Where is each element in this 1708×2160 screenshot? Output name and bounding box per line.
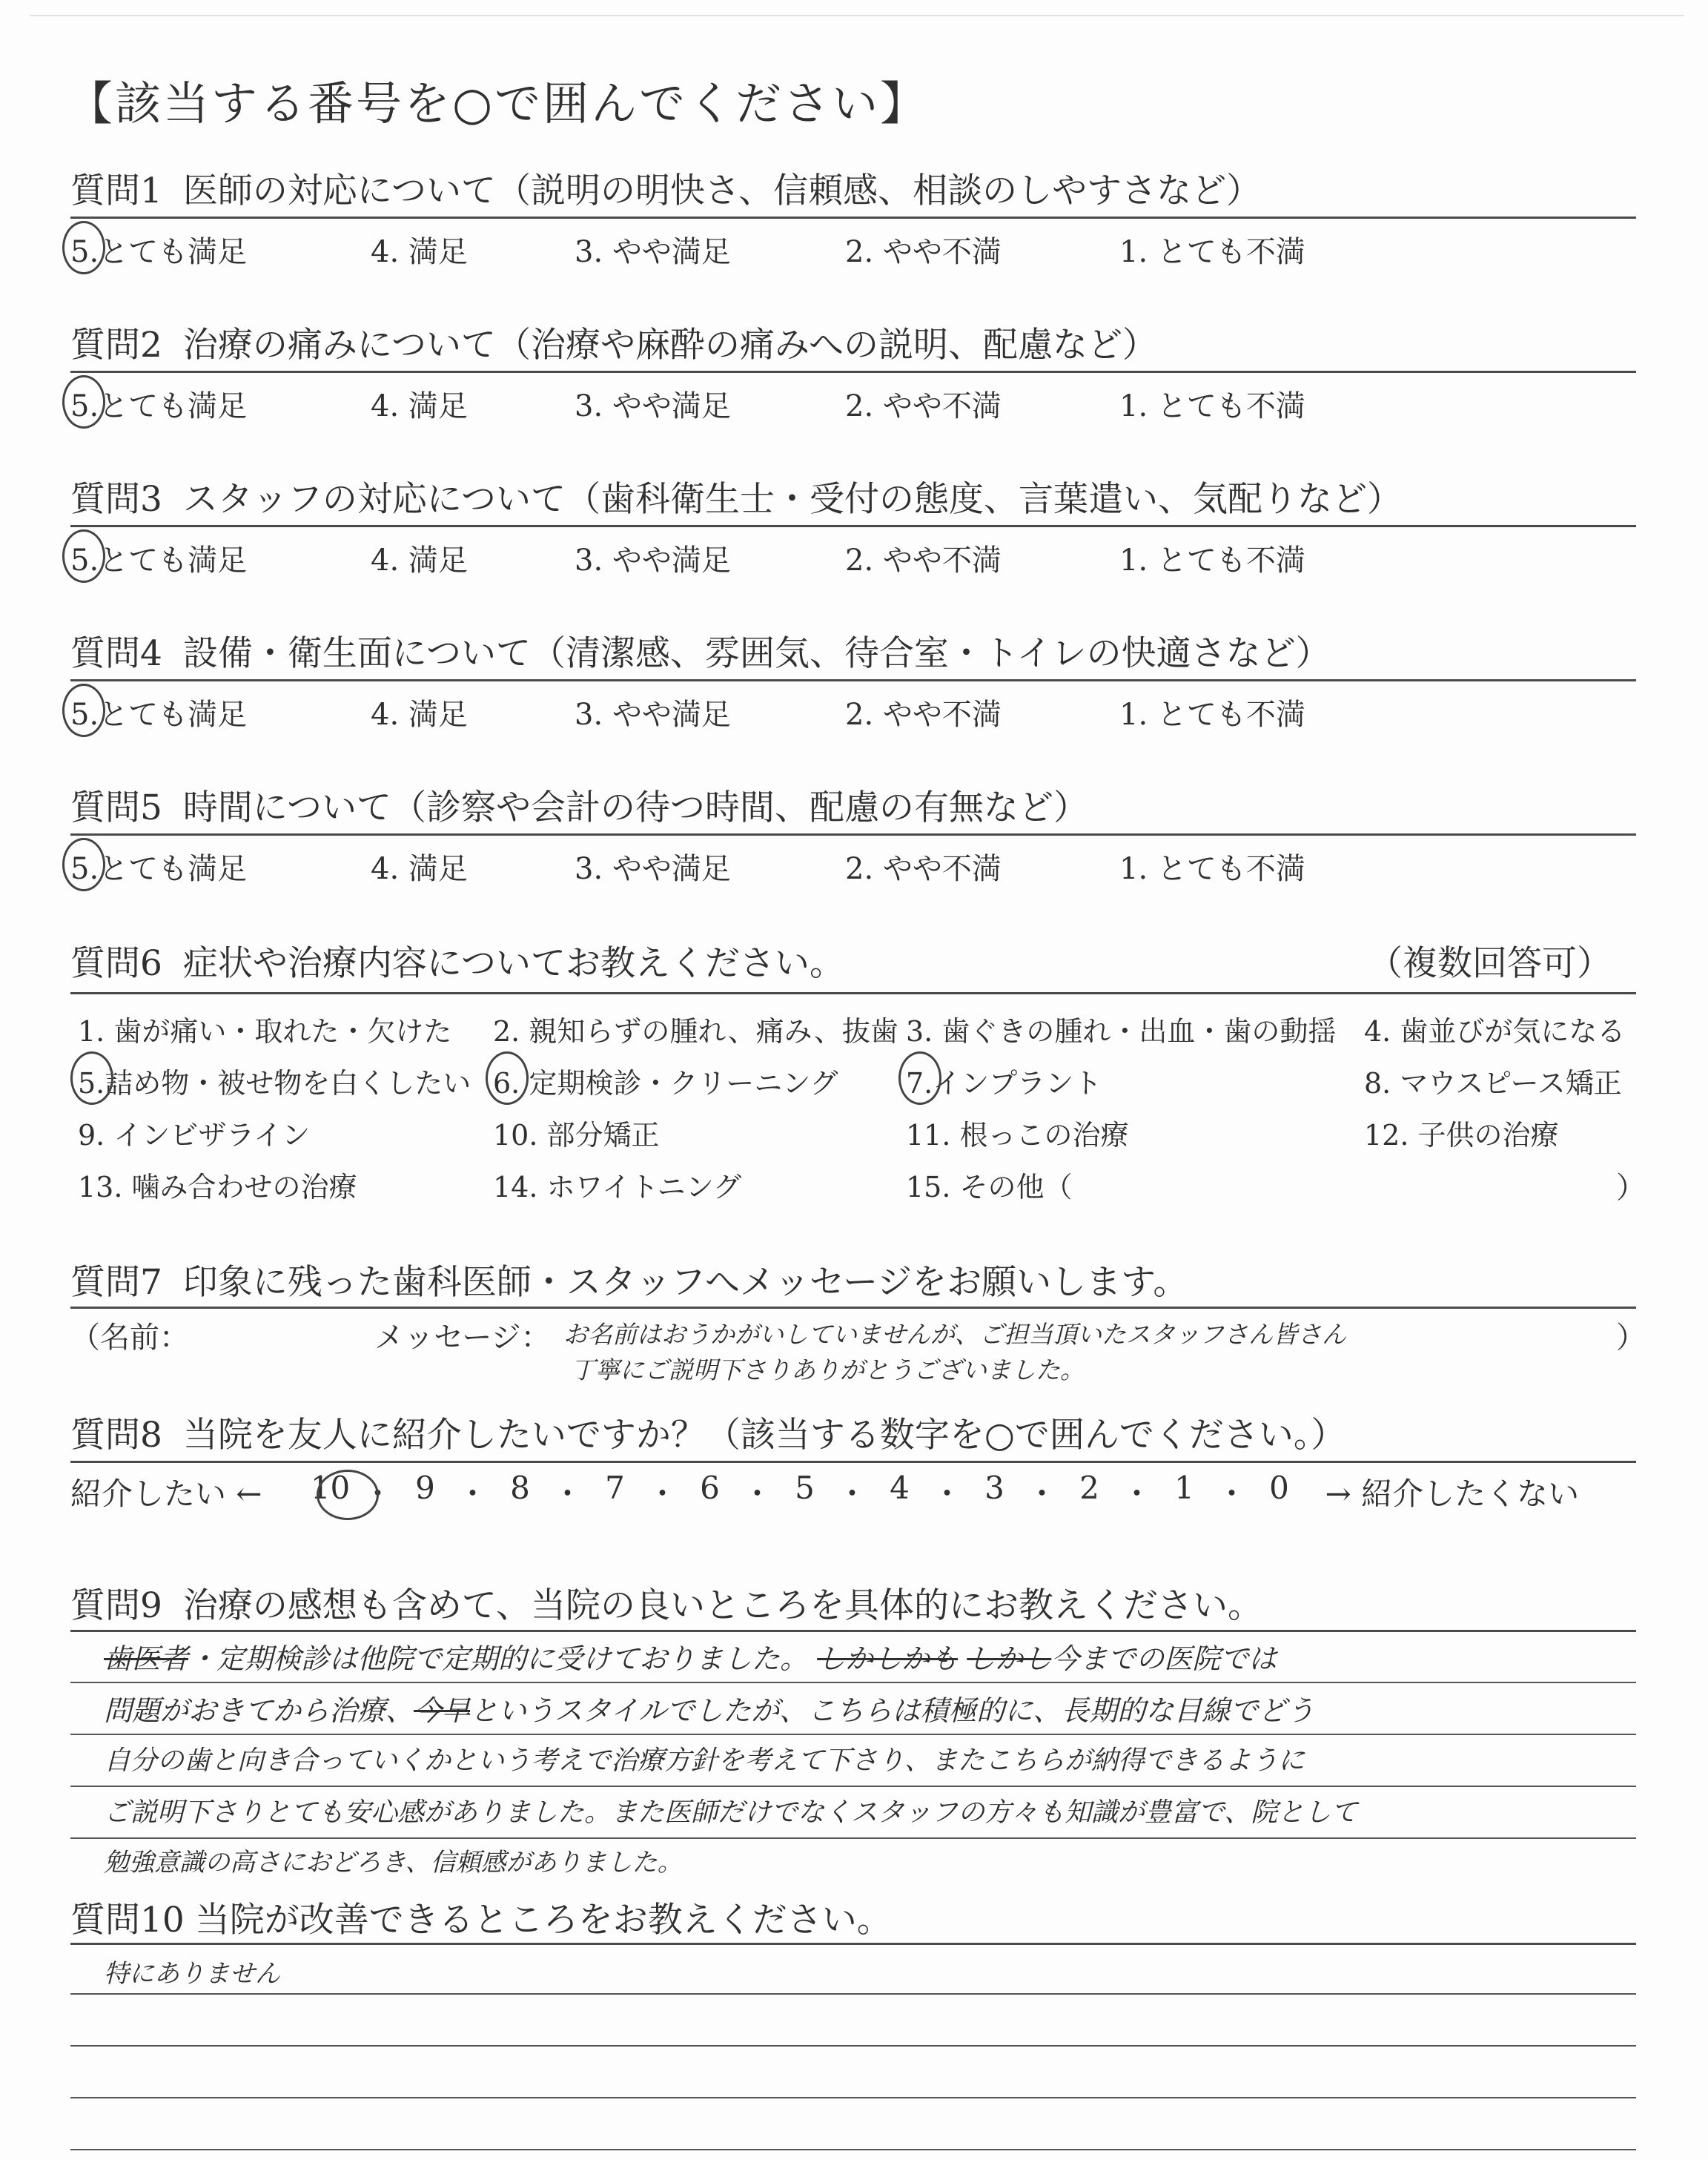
q9-struck-word: しかし bbox=[967, 1642, 1052, 1675]
q2-text: 治療の痛みについて（治療や麻酔の痛みへの説明、配慮など） bbox=[182, 325, 1158, 366]
q6-closing-paren: ） bbox=[1616, 1171, 1646, 1205]
q2-option-5[interactable]: 5.とても満足 bbox=[70, 389, 248, 423]
page-title: 【該当する番号を○で囲んでください】 bbox=[67, 76, 929, 131]
q10-answer: 特にありません bbox=[104, 1959, 280, 1989]
q8-scale-value[interactable]: 2 bbox=[1079, 1470, 1099, 1506]
q8-scale-separator: ・ bbox=[741, 1476, 773, 1512]
q6-option-1[interactable]: 1. 歯が痛い・取れた・欠けた bbox=[78, 1015, 452, 1048]
q8-scale-value[interactable]: 8 bbox=[510, 1470, 530, 1506]
q6-option-9[interactable]: 9. インビザライン bbox=[78, 1119, 311, 1152]
q9-answer-text: 今までの医院では bbox=[1051, 1642, 1277, 1675]
q6-option-15[interactable]: 15. その他（ bbox=[906, 1171, 1073, 1203]
q6-heading bbox=[70, 936, 844, 985]
q9-struck-word: しかしかも bbox=[817, 1642, 959, 1675]
q1-option-2[interactable]: 2. やや不満 bbox=[845, 235, 1002, 269]
q2-option-1[interactable]: 1. とても不満 bbox=[1119, 389, 1305, 423]
q9-heading bbox=[70, 1578, 1262, 1628]
q9-line bbox=[70, 1786, 1636, 1787]
q1-option-3[interactable]: 3. やや満足 bbox=[575, 235, 731, 269]
q9-answer-text: ・定期検診は他院で定期的に受けておりました。 bbox=[188, 1642, 809, 1675]
q4-number: 質問4 bbox=[70, 633, 162, 674]
q6-text: 症状や治療内容についてお教えください。 bbox=[182, 943, 844, 984]
q8-scale-separator: ・ bbox=[646, 1476, 678, 1512]
q1-option-1[interactable]: 1. とても不満 bbox=[1119, 235, 1305, 269]
q9-rule bbox=[70, 1630, 1636, 1632]
q3-option-4[interactable]: 4. 満足 bbox=[371, 544, 468, 578]
q6-option-10[interactable]: 10. 部分矯正 bbox=[493, 1119, 660, 1152]
q8-scale-value[interactable]: 7 bbox=[605, 1470, 625, 1506]
q9-line bbox=[70, 1734, 1636, 1735]
q8-scale-separator: ・ bbox=[457, 1476, 489, 1512]
q1-option-4[interactable]: 4. 満足 bbox=[371, 235, 468, 269]
q7-text: 印象に残った歯科医師・スタッフへメッセージをお願いします。 bbox=[182, 1262, 1188, 1303]
q8-scale-values bbox=[307, 1470, 1303, 1514]
q5-rule bbox=[70, 833, 1636, 836]
q8-scale-separator: ・ bbox=[836, 1476, 868, 1512]
q3-heading bbox=[70, 472, 1402, 521]
q2-option-3[interactable]: 3. やや満足 bbox=[575, 389, 731, 423]
q9-struck-word: 今早 bbox=[414, 1694, 471, 1727]
q10-line bbox=[70, 2149, 1636, 2150]
q5-text: 時間について（診察や会計の待つ時間、配慮の有無など） bbox=[182, 787, 1088, 828]
q9-line bbox=[70, 1837, 1636, 1839]
q4-option-3[interactable]: 3. やや満足 bbox=[575, 698, 731, 732]
q8-scale-separator: ・ bbox=[931, 1476, 963, 1512]
q7-rule bbox=[70, 1307, 1636, 1309]
q6-option-7[interactable]: 7.インプラント bbox=[906, 1067, 1102, 1100]
q6-selection-circle bbox=[70, 1051, 113, 1105]
q7-message-label: メッセージ： bbox=[374, 1321, 551, 1355]
q8-scale bbox=[70, 1470, 1636, 1514]
q4-rule bbox=[70, 679, 1636, 681]
q8-heading bbox=[70, 1407, 1345, 1457]
q8-scale-separator: ・ bbox=[1216, 1476, 1248, 1512]
q7-heading bbox=[70, 1255, 1188, 1304]
q3-option-3[interactable]: 3. やや満足 bbox=[575, 544, 731, 578]
q2-rule bbox=[70, 371, 1636, 373]
q6-rule bbox=[70, 992, 1636, 994]
q8-scale-value[interactable]: 5 bbox=[795, 1470, 815, 1506]
q3-number: 質問3 bbox=[70, 479, 162, 520]
q6-option-8[interactable]: 8. マウスピース矯正 bbox=[1364, 1067, 1622, 1100]
q8-scale-separator: ・ bbox=[362, 1476, 394, 1512]
q8-scale-value[interactable]: 9 bbox=[415, 1470, 435, 1506]
q9-answer-line2 bbox=[104, 1688, 1314, 1728]
q6-option-2[interactable]: 2. 親知らずの腫れ、痛み、抜歯 bbox=[493, 1015, 898, 1048]
q9-answer-line4: ご説明下さりとても安心感がありました。また医師だけでなくスタッフの方々も知識が豊富で、院として bbox=[104, 1797, 1358, 1828]
q1-option-5[interactable]: 5.とても満足 bbox=[70, 235, 248, 269]
q6-option-11[interactable]: 11. 根っこの治療 bbox=[906, 1119, 1129, 1152]
q8-scale-separator: ・ bbox=[1121, 1476, 1153, 1512]
q7-message-line1: お名前はおうかがいしていませんが、ご担当頂いたスタッフさん皆さん bbox=[563, 1320, 1346, 1349]
top-border bbox=[30, 15, 1684, 16]
q4-selection-circle bbox=[62, 684, 105, 737]
q8-number: 質問8 bbox=[70, 1415, 162, 1456]
q6-option-12[interactable]: 12. 子供の治療 bbox=[1364, 1119, 1559, 1152]
q6-note: （複数回答可） bbox=[1368, 943, 1612, 984]
q10-text: 当院が改善できるところをお教えください。 bbox=[194, 1900, 892, 1941]
q9-number: 質問9 bbox=[70, 1585, 162, 1626]
q1-rule bbox=[70, 217, 1636, 219]
q6-selection-circle bbox=[486, 1051, 529, 1105]
q3-option-2[interactable]: 2. やや不満 bbox=[845, 544, 1002, 578]
q7-closing-paren: ） bbox=[1616, 1321, 1646, 1355]
q5-option-3[interactable]: 3. やや満足 bbox=[575, 852, 731, 886]
q4-option-2[interactable]: 2. やや不満 bbox=[845, 698, 1002, 732]
q8-scale-value[interactable]: 10 bbox=[310, 1470, 351, 1506]
q8-scale-value[interactable]: 4 bbox=[890, 1470, 910, 1506]
q10-rule bbox=[70, 1943, 1636, 1945]
q1-selection-circle bbox=[62, 221, 105, 274]
q8-selection-circle bbox=[317, 1470, 379, 1520]
q7-message-line2: 丁寧にご説明下さりありがとうございました。 bbox=[571, 1355, 1085, 1384]
q9-answer-text: というスタイルでしたが、こちらは積極的に、長期的な目線でどう bbox=[470, 1694, 1315, 1727]
q8-scale-value[interactable]: 6 bbox=[700, 1470, 720, 1506]
q10-line bbox=[70, 2097, 1636, 2098]
q8-scale-separator: ・ bbox=[552, 1476, 583, 1512]
q2-heading bbox=[70, 317, 1157, 367]
q10-line bbox=[70, 1993, 1636, 1995]
q5-number: 質問5 bbox=[70, 787, 162, 828]
q6-option-5[interactable]: 5.詰め物・被せ物を白くしたい bbox=[78, 1067, 471, 1100]
q8-rule bbox=[70, 1461, 1636, 1463]
q8-scale-value[interactable]: 1 bbox=[1174, 1470, 1194, 1506]
q5-option-1[interactable]: 1. とても不満 bbox=[1119, 852, 1305, 886]
q9-answer-line1 bbox=[104, 1636, 1277, 1677]
q6-option-4[interactable]: 4. 歯並びが気になる bbox=[1364, 1015, 1626, 1048]
q2-option-4[interactable]: 4. 満足 bbox=[371, 389, 468, 423]
q6-selection-circle bbox=[898, 1051, 941, 1105]
q1-heading bbox=[70, 163, 1261, 213]
q4-text: 設備・衛生面について（清潔感、雰囲気、待合室・トイレの快適さなど） bbox=[182, 633, 1331, 674]
q3-text: スタッフの対応について（歯科衛生士・受付の態度、言葉遣い、気配りなど） bbox=[182, 479, 1402, 520]
q10-line bbox=[70, 2045, 1636, 2047]
q9-answer-line3: 自分の歯と向き合っていくかという考えで治療方針を考えて下さり、またこちらが納得できるように bbox=[104, 1745, 1305, 1776]
q4-option-1[interactable]: 1. とても不満 bbox=[1119, 698, 1305, 732]
q4-heading bbox=[70, 626, 1331, 676]
q5-option-2[interactable]: 2. やや不満 bbox=[845, 852, 1002, 886]
q8-right-label: → 紹介したくない bbox=[1325, 1476, 1580, 1512]
q4-option-4[interactable]: 4. 満足 bbox=[371, 698, 468, 732]
q2-selection-circle bbox=[62, 375, 105, 429]
q9-text: 治療の感想も含めて、当院の良いところを具体的にお教えください。 bbox=[182, 1585, 1262, 1626]
q9-answer-line5: 勉強意識の高さにおどろき、信頼感がありました。 bbox=[104, 1848, 683, 1877]
q5-heading bbox=[70, 780, 1088, 830]
q6-option-3[interactable]: 3. 歯ぐきの腫れ・出血・歯の動揺 bbox=[906, 1015, 1337, 1048]
q1-number: 質問1 bbox=[70, 171, 162, 211]
q6-option-14[interactable]: 14. ホワイトニング bbox=[493, 1171, 742, 1203]
q6-option-13[interactable]: 13. 噛み合わせの治療 bbox=[78, 1171, 357, 1203]
q2-option-2[interactable]: 2. やや不満 bbox=[845, 389, 1002, 423]
q4-option-5[interactable]: 5.とても満足 bbox=[70, 698, 248, 732]
q3-option-5[interactable]: 5.とても満足 bbox=[70, 544, 248, 578]
q8-scale-separator: ・ bbox=[1026, 1476, 1058, 1512]
q2-number: 質問2 bbox=[70, 325, 162, 366]
q5-selection-circle bbox=[62, 838, 105, 891]
q8-scale-value[interactable]: 0 bbox=[1269, 1470, 1289, 1506]
q5-option-5[interactable]: 5.とても満足 bbox=[70, 852, 248, 886]
q1-text: 医師の対応について（説明の明快さ、信頼感、相談のしやすさなど） bbox=[182, 171, 1262, 211]
q3-selection-circle bbox=[62, 529, 105, 583]
q8-left-label: 紹介したい ← bbox=[70, 1476, 262, 1512]
q10-number: 質問10 bbox=[70, 1900, 185, 1941]
q10-heading bbox=[70, 1892, 892, 1942]
q6-number: 質問6 bbox=[70, 943, 162, 984]
q3-rule bbox=[70, 525, 1636, 527]
q9-struck-word: 歯医者 bbox=[104, 1642, 189, 1675]
q8-scale-value[interactable]: 3 bbox=[984, 1470, 1004, 1506]
q7-number: 質問7 bbox=[70, 1262, 162, 1303]
q9-line bbox=[70, 1682, 1636, 1683]
q5-option-4[interactable]: 4. 満足 bbox=[371, 852, 468, 886]
q9-answer-text: 問題がおきてから治療、 bbox=[104, 1694, 414, 1727]
q7-name-label: （名前： bbox=[70, 1321, 189, 1355]
q3-option-1[interactable]: 1. とても不満 bbox=[1119, 544, 1305, 578]
q8-text: 当院を友人に紹介したいですか？（該当する数字を○で囲んでください。） bbox=[182, 1415, 1346, 1456]
q6-option-6[interactable]: 6. 定期検診・クリーニング bbox=[493, 1067, 838, 1100]
